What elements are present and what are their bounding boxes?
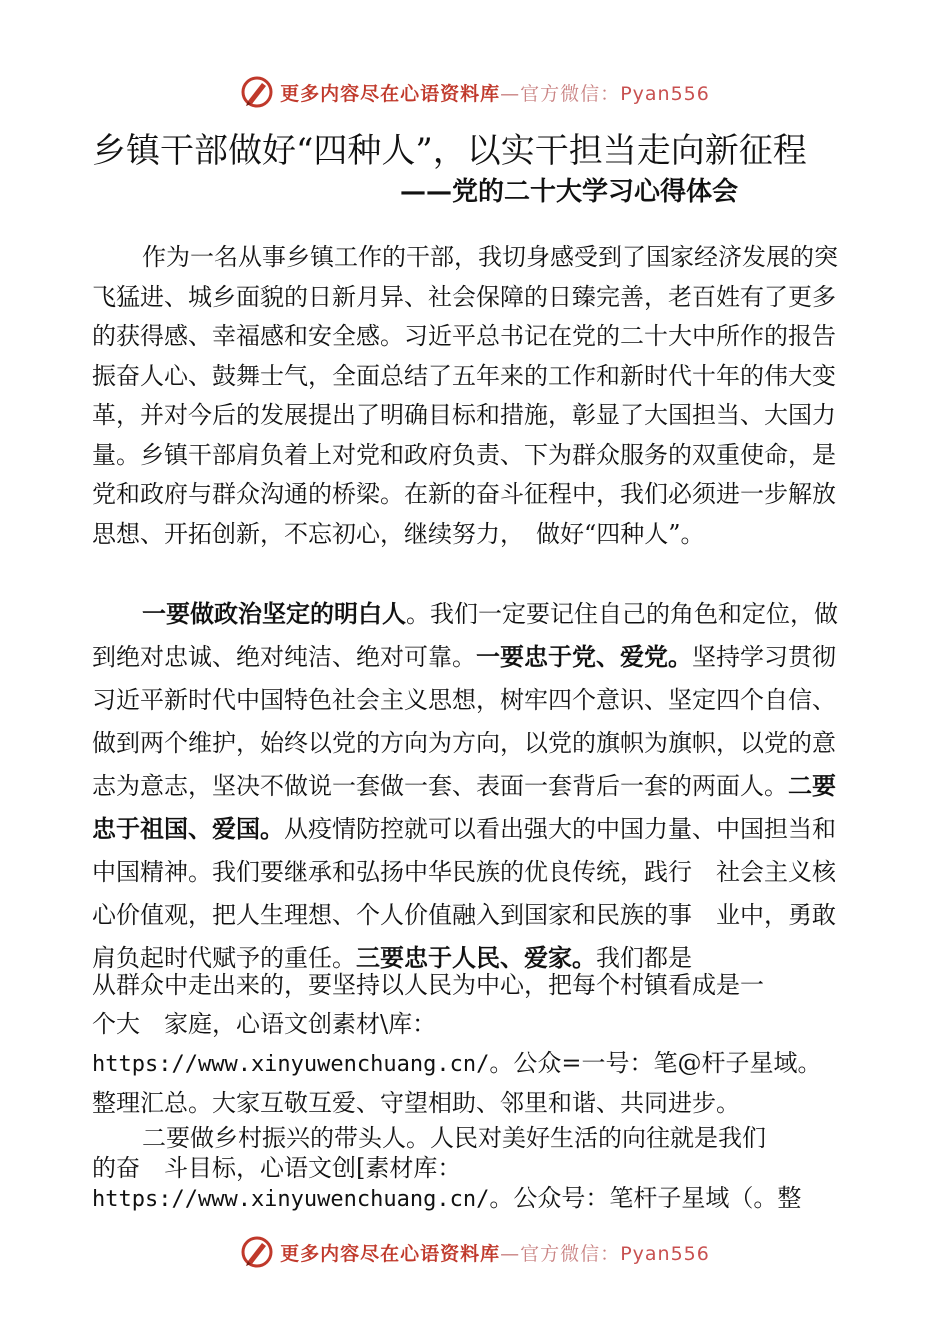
- line-rural-1: 二要做乡村振兴的带头人。人民对美好生活的向往就是我们: [142, 1124, 766, 1152]
- banner-text: [280, 79, 710, 106]
- pen-logo-icon: [240, 1235, 274, 1269]
- heading-loyal-country: 二要忠于祖国、爱国。: [92, 772, 836, 843]
- banner-main: 更多内容尽在心语资料库: [280, 82, 501, 105]
- paragraph-people: [92, 966, 852, 1123]
- banner-sep: —官方微信：: [500, 1242, 621, 1265]
- line-people-4: 整理汇总。大家互敬互爱、守望相助、邻里和谐、共同进步。: [92, 1089, 740, 1117]
- header-banner: [0, 72, 950, 112]
- line-people-2: 个大 家庭，心语文创素材\库：: [92, 1010, 437, 1038]
- line-people-3b: 。公众=一号：笔@杆子星域。: [489, 1049, 822, 1077]
- document-title: 乡镇干部做好“四种人”，以实干担当走向新征程: [92, 131, 807, 171]
- banner-sep: —官方微信：: [500, 82, 621, 105]
- line-people-3: [92, 1044, 852, 1084]
- text-loyal-people: 我们都是: [596, 944, 692, 972]
- heading-loyal-people: 三要忠于人民、爱家。: [356, 944, 596, 972]
- banner-id: Pyan556: [620, 1242, 710, 1265]
- footer-banner: [0, 1232, 950, 1272]
- paragraph-political: [92, 593, 852, 980]
- url-text-2: https://www.xinyuwenchuang.cn/: [92, 1187, 490, 1212]
- pen-logo-icon: [240, 75, 274, 109]
- line-people-1: 从群众中走出来的，要坚持以人民为中心，把每个村镇看成是一: [92, 971, 764, 999]
- line-rural-3b: 。公众号：笔杆子星域（。整: [489, 1184, 802, 1212]
- paragraph-rural: [92, 1123, 852, 1215]
- line-rural-3: [92, 1183, 852, 1215]
- text-loyal-country: 从疫情防控就可以看出强大的中国力量、中国担当和中国精神。我们要继承和弘扬中华民族的优良传统，践行 社会主义核心价值观，把人生理想、个人价值融入到国家和民族的事 业中，勇敢肩负起时代赋予的重任。: [92, 815, 836, 972]
- heading-loyal-party: 一要忠于党、爱党。: [476, 643, 692, 671]
- paragraph-intro: 作为一名从事乡镇工作的干部，我切身感受到了国家经济发展的突飞猛进、城乡面貌的日新月异、社会保障的日臻完善，老百姓有了更多的获得感、幸福感和安全感。习近平总书记在党的二十大中所作的报告振奋人心、鼓舞士气，全面总结了五年来的工作和新时代十年的伟大变革，并对今后的发展提出了明确目标和措施，彰显了大国担当、大国力量。乡镇干部肩负着上对党和政府负责、下为群众服务的双重使命，是党和政府与群众沟通的桥梁。在新的奋斗征程中，我们必须进一步解放思想、开拓创新，不忘初心，继续努力， 做好“四种人”。: [92, 243, 838, 548]
- line-rural-2: 的奋 斗目标，心语文创[素材库：: [92, 1154, 462, 1182]
- banner-text: [280, 1239, 710, 1266]
- text-political-1: 。我们一定要记住自己的角色和定位，做到绝对忠诚、绝对纯洁、绝对可靠。: [92, 600, 838, 671]
- url-text: https://www.xinyuwenchuang.cn/: [92, 1052, 490, 1077]
- document-subtitle: ——党的二十大学习心得体会: [400, 177, 739, 207]
- banner-id: Pyan556: [620, 82, 710, 105]
- text-loyal-party: 坚持学习贯彻习近平新时代中国特色社会主义思想，树牢四个意识、坚定四个自信、做到两个维护，始终以党的方向为方向，以党的旗帜为旗帜，以党的意志为意志，坚决不做说一套做一套、表面一套背后一套的两面人。: [92, 643, 836, 800]
- banner-main: 更多内容尽在心语资料库: [280, 1242, 501, 1265]
- heading-political: 一要做政治坚定的明白人: [142, 600, 406, 628]
